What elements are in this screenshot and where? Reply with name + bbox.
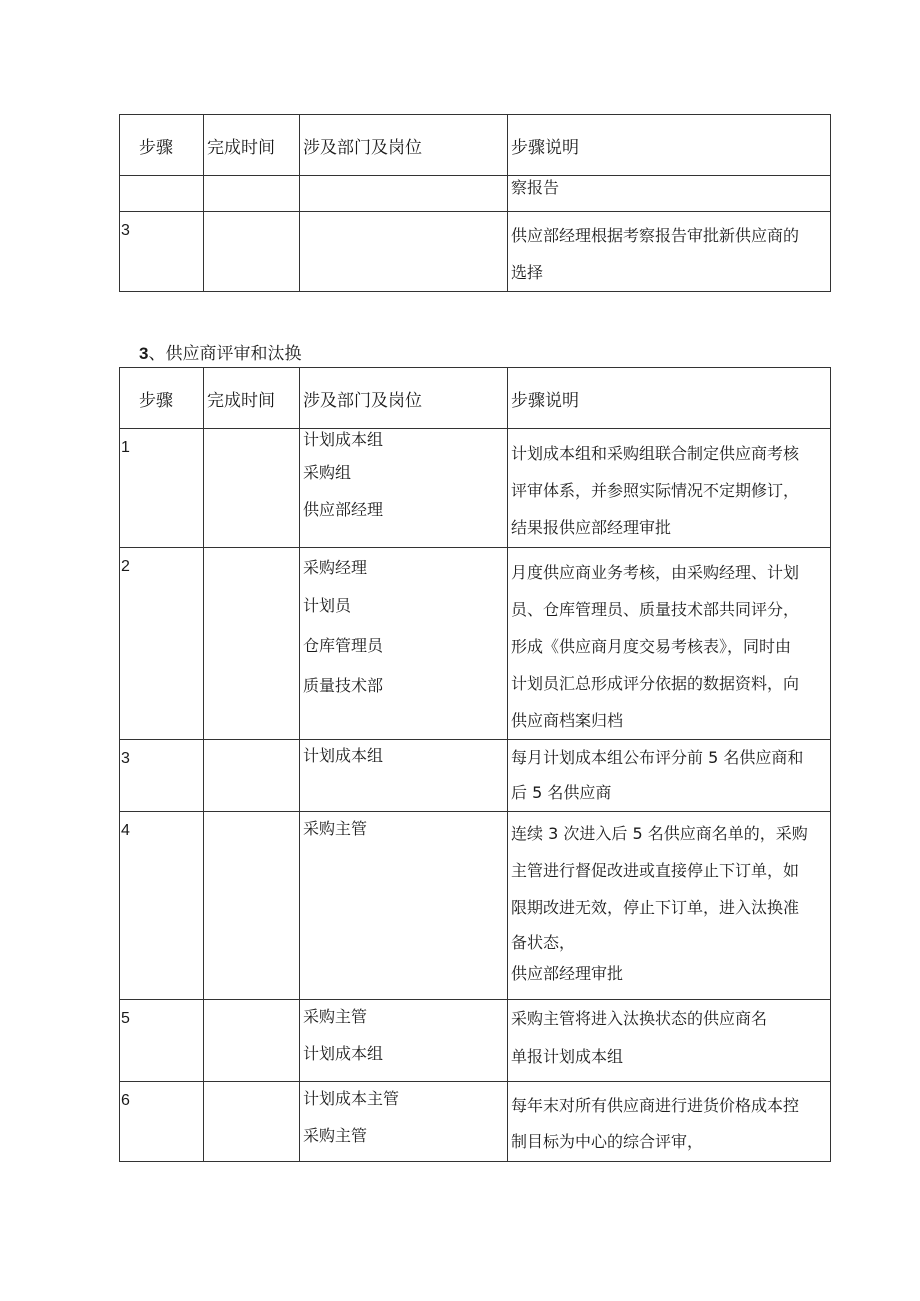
dept-cell xyxy=(300,1082,508,1162)
section-title-text: 供应商评审和汰换 xyxy=(165,344,302,364)
desc-cell xyxy=(508,429,831,548)
desc-cell xyxy=(508,1000,831,1082)
desc-line: 形成《供应商月度交易考核表》，同时由 xyxy=(511,637,792,656)
dept-cell xyxy=(300,176,508,212)
header-step: 步骤 xyxy=(120,115,204,176)
time-cell xyxy=(204,812,300,1000)
time-cell xyxy=(204,212,300,292)
dept-line: 供应部经理 xyxy=(303,500,384,519)
desc-line: 每月计划成本组公布评分前 5 名供应商和 xyxy=(511,748,804,767)
desc-line: 察报告 xyxy=(511,178,560,197)
desc-cell xyxy=(508,548,831,740)
time-cell xyxy=(204,176,300,212)
header-dept: 涉及部门及岗位 xyxy=(300,368,508,429)
desc-line: 选择 xyxy=(511,263,544,282)
dept-line: 计划成本组 xyxy=(303,430,384,449)
step-number: 6 xyxy=(120,1082,204,1162)
step-number: 4 xyxy=(120,812,204,1000)
dept-cell xyxy=(300,548,508,740)
time-cell xyxy=(204,1000,300,1082)
dept-cell xyxy=(300,1000,508,1082)
table-row xyxy=(120,212,831,292)
desc-line: 制目标为中心的综合评审， xyxy=(511,1132,704,1151)
table-header-row xyxy=(120,115,831,176)
table-row xyxy=(120,1082,831,1162)
dept-line: 计划成本组 xyxy=(303,746,384,765)
step-number: 3 xyxy=(120,740,204,812)
table-row xyxy=(120,548,831,740)
header-step: 步骤 xyxy=(120,368,204,429)
desc-line: 每年末对所有供应商进行进货价格成本控 xyxy=(511,1096,800,1115)
desc-line: 供应商档案归档 xyxy=(511,711,624,730)
dept-line: 采购主管 xyxy=(303,1007,368,1026)
header-desc: 步骤说明 xyxy=(508,368,831,429)
time-cell xyxy=(204,740,300,812)
step-cell xyxy=(120,176,204,212)
desc-line: 员、仓库管理员、质量技术部共同评分， xyxy=(511,600,800,619)
dept-cell xyxy=(300,212,508,292)
step-number: 5 xyxy=(120,1000,204,1082)
desc-cell xyxy=(508,1082,831,1162)
dept-cell xyxy=(300,429,508,548)
dept-line: 采购主管 xyxy=(303,819,368,838)
table-row xyxy=(120,812,831,1000)
table-row xyxy=(120,176,831,212)
desc-line: 连续 3 次进入后 5 名供应商名单的，采购 xyxy=(511,824,808,843)
desc-line: 供应部经理根据考察报告审批新供应商的 xyxy=(511,226,800,245)
desc-line: 结果报供应部经理审批 xyxy=(511,518,672,537)
table-row xyxy=(120,1000,831,1082)
desc-cell xyxy=(508,176,831,212)
desc-line: 月度供应商业务考核，由采购经理、计划 xyxy=(511,563,800,582)
desc-cell xyxy=(508,812,831,1000)
desc-line: 主管进行督促改进或直接停止下订单，如 xyxy=(511,861,800,880)
desc-line: 采购主管将进入汰换状态的供应商名 xyxy=(511,1009,768,1028)
dept-line: 采购组 xyxy=(303,463,352,482)
dept-line: 计划成本主管 xyxy=(303,1089,400,1108)
dept-line: 计划成本组 xyxy=(303,1044,384,1063)
time-cell xyxy=(204,1082,300,1162)
desc-line: 后 5 名供应商 xyxy=(511,783,612,802)
header-time: 完成时间 xyxy=(204,368,300,429)
dept-cell xyxy=(300,740,508,812)
desc-cell xyxy=(508,740,831,812)
desc-line: 备状态， xyxy=(511,933,576,952)
dept-line: 采购经理 xyxy=(303,558,368,577)
dept-line: 质量技术部 xyxy=(303,676,384,695)
table-supplier-selection xyxy=(119,114,831,292)
table-row xyxy=(120,740,831,812)
time-cell xyxy=(204,429,300,548)
desc-line: 限期改进无效，停止下订单，进入汰换准 xyxy=(511,898,800,917)
dept-line: 采购主管 xyxy=(303,1126,368,1145)
table-supplier-review xyxy=(119,367,831,1162)
desc-line: 供应部经理审批 xyxy=(511,964,624,983)
time-cell xyxy=(204,548,300,740)
step-number: 1 xyxy=(120,429,204,548)
desc-line: 单报计划成本组 xyxy=(511,1047,624,1066)
dept-line: 仓库管理员 xyxy=(303,636,384,655)
table-header-row xyxy=(120,368,831,429)
dept-line: 计划员 xyxy=(303,596,352,615)
header-desc: 步骤说明 xyxy=(508,115,831,176)
dept-cell xyxy=(300,812,508,1000)
desc-line: 评审体系，并参照实际情况不定期修订， xyxy=(511,481,800,500)
section-separator: 、 xyxy=(148,344,166,364)
desc-line: 计划成本组和采购组联合制定供应商考核 xyxy=(511,444,800,463)
header-time: 完成时间 xyxy=(204,115,300,176)
desc-line: 计划员汇总形成评分依据的数据资料，向 xyxy=(511,674,800,693)
step-number: 3 xyxy=(120,212,204,292)
desc-cell xyxy=(508,212,831,292)
step-number: 2 xyxy=(120,548,204,740)
section-number: 3 xyxy=(139,344,149,363)
header-dept: 涉及部门及岗位 xyxy=(300,115,508,176)
section-title xyxy=(139,339,301,364)
table-row xyxy=(120,429,831,548)
